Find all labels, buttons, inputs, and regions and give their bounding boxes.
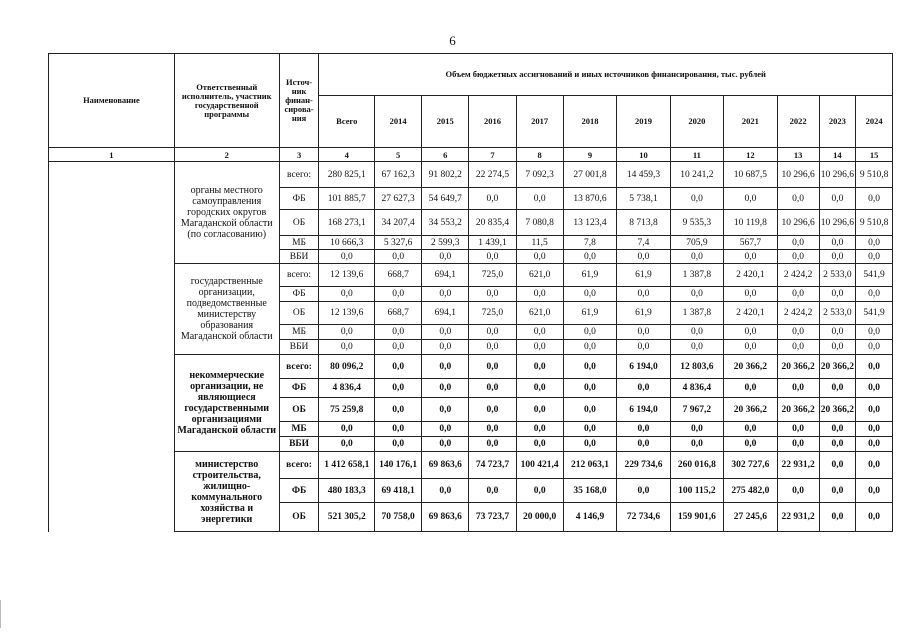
value-cell: 0,0 — [422, 422, 469, 437]
value-cell: 2 424,2 — [777, 264, 819, 287]
source-cell: МБ — [279, 325, 319, 340]
value-cell: 12 139,6 — [319, 264, 375, 287]
value-cell: 0,0 — [724, 437, 777, 452]
value-cell: 20 835,4 — [469, 210, 516, 236]
scan-edge-mark — [0, 600, 1, 628]
value-cell: 694,1 — [422, 264, 469, 287]
value-cell: 70 758,0 — [375, 503, 422, 532]
source-cell: МБ — [279, 422, 319, 437]
value-cell: 20 366,2 — [724, 398, 777, 422]
value-cell: 668,7 — [375, 264, 422, 287]
value-cell: 6 194,0 — [617, 355, 670, 379]
value-cell: 0,0 — [670, 287, 723, 302]
value-cell: 7,8 — [563, 236, 616, 250]
value-cell: 705,9 — [670, 236, 723, 250]
value-cell: 0,0 — [724, 250, 777, 264]
value-cell: 0,0 — [856, 188, 893, 210]
value-cell: 0,0 — [777, 325, 819, 340]
value-cell: 0,0 — [819, 250, 856, 264]
value-cell: 0,0 — [856, 503, 893, 532]
value-cell: 0,0 — [516, 340, 563, 355]
value-cell: 275 482,0 — [724, 479, 777, 503]
value-cell: 140 176,1 — [375, 452, 422, 479]
value-cell: 668,7 — [375, 302, 422, 325]
value-cell: 0,0 — [724, 422, 777, 437]
value-cell: 0,0 — [319, 422, 375, 437]
value-cell: 0,0 — [422, 479, 469, 503]
value-cell: 73 723,7 — [469, 503, 516, 532]
value-cell: 9 510,8 — [856, 210, 893, 236]
value-cell: 20 366,2 — [777, 355, 819, 379]
value-cell: 34 553,2 — [422, 210, 469, 236]
value-cell: 1 387,8 — [670, 264, 723, 287]
value-cell: 725,0 — [469, 302, 516, 325]
value-cell: 6 194,0 — [617, 398, 670, 422]
value-cell: 67 162,3 — [375, 162, 422, 188]
value-cell: 0,0 — [563, 250, 616, 264]
column-number: 9 — [563, 148, 616, 162]
value-cell: 1 439,1 — [469, 236, 516, 250]
value-cell: 0,0 — [777, 479, 819, 503]
value-cell: 0,0 — [563, 379, 616, 398]
value-cell: 0,0 — [724, 325, 777, 340]
value-cell: 0,0 — [670, 437, 723, 452]
header-year: 2019 — [617, 96, 670, 148]
header-year: 2023 — [819, 96, 856, 148]
value-cell: 0,0 — [819, 340, 856, 355]
value-cell: 168 273,1 — [319, 210, 375, 236]
value-cell: 0,0 — [375, 422, 422, 437]
value-cell: 0,0 — [319, 287, 375, 302]
page-number: 6 — [449, 33, 456, 48]
value-cell: 10 296,6 — [777, 162, 819, 188]
value-cell: 0,0 — [469, 379, 516, 398]
value-cell: 14 459,3 — [617, 162, 670, 188]
source-cell: ОБ — [279, 503, 319, 532]
value-cell: 0,0 — [375, 437, 422, 452]
value-cell: 2 533,0 — [819, 302, 856, 325]
value-cell: 0,0 — [469, 325, 516, 340]
value-cell: 0,0 — [469, 340, 516, 355]
value-cell: 159 901,6 — [670, 503, 723, 532]
value-cell: 20 366,2 — [777, 398, 819, 422]
value-cell: 0,0 — [777, 379, 819, 398]
value-cell: 0,0 — [375, 340, 422, 355]
value-cell: 0,0 — [856, 379, 893, 398]
value-cell: 0,0 — [469, 479, 516, 503]
value-cell: 0,0 — [856, 422, 893, 437]
value-cell: 0,0 — [777, 437, 819, 452]
value-cell: 0,0 — [469, 398, 516, 422]
source-cell: ОБ — [279, 210, 319, 236]
value-cell: 5 327,6 — [375, 236, 422, 250]
value-cell: 27 245,6 — [724, 503, 777, 532]
column-number: 13 — [777, 148, 819, 162]
value-cell: 22 931,2 — [777, 503, 819, 532]
value-cell: 80 096,2 — [319, 355, 375, 379]
value-cell: 0,0 — [617, 287, 670, 302]
value-cell: 0,0 — [670, 250, 723, 264]
source-cell: ФБ — [279, 479, 319, 503]
value-cell: 0,0 — [319, 325, 375, 340]
value-cell: 1 387,8 — [670, 302, 723, 325]
value-cell: 100 115,2 — [670, 479, 723, 503]
value-cell: 20 366,2 — [724, 355, 777, 379]
value-cell: 10 687,5 — [724, 162, 777, 188]
value-cell: 0,0 — [422, 355, 469, 379]
value-cell: 35 168,0 — [563, 479, 616, 503]
value-cell: 0,0 — [422, 287, 469, 302]
header-executor: Ответственный исполнитель, участник государственной программы — [174, 54, 279, 148]
source-cell: всего: — [279, 162, 319, 188]
value-cell: 0,0 — [819, 236, 856, 250]
value-cell: 0,0 — [670, 188, 723, 210]
value-cell: 0,0 — [777, 422, 819, 437]
header-year: 2021 — [724, 96, 777, 148]
value-cell: 0,0 — [856, 355, 893, 379]
value-cell: 0,0 — [563, 340, 616, 355]
value-cell: 10 119,8 — [724, 210, 777, 236]
value-cell: 0,0 — [617, 325, 670, 340]
value-cell: 27 001,8 — [563, 162, 616, 188]
value-cell: 0,0 — [516, 479, 563, 503]
column-number: 14 — [819, 148, 856, 162]
executor-cell: органы местного самоуправления городских округов Магаданской области (по согласованию) — [174, 162, 279, 264]
value-cell: 0,0 — [469, 287, 516, 302]
executor-cell: министерство строительства, жилищно-коммунального хозяйства и энергетики — [174, 452, 279, 532]
value-cell: 0,0 — [617, 422, 670, 437]
executor-cell: государственные организации, подведомственные министерству образования Магаданской области — [174, 264, 279, 355]
executor-cell: некоммерческие организации, не являющиеся государственными организациями Магаданской области — [174, 355, 279, 452]
value-cell: 567,7 — [724, 236, 777, 250]
value-cell: 100 421,4 — [516, 452, 563, 479]
value-cell: 0,0 — [856, 250, 893, 264]
value-cell: 75 259,8 — [319, 398, 375, 422]
value-cell: 20 366,2 — [819, 355, 856, 379]
value-cell: 0,0 — [856, 236, 893, 250]
value-cell: 2 424,2 — [777, 302, 819, 325]
column-number: 12 — [724, 148, 777, 162]
value-cell: 12 139,6 — [319, 302, 375, 325]
value-cell: 4 146,9 — [563, 503, 616, 532]
value-cell: 621,0 — [516, 264, 563, 287]
header-year: 2024 — [856, 96, 893, 148]
value-cell: 74 723,7 — [469, 452, 516, 479]
value-cell: 0,0 — [563, 398, 616, 422]
value-cell: 0,0 — [422, 325, 469, 340]
column-number: 11 — [670, 148, 723, 162]
table-row — [49, 452, 893, 479]
value-cell: 0,0 — [617, 437, 670, 452]
value-cell: 0,0 — [375, 355, 422, 379]
source-cell: ВБИ — [279, 250, 319, 264]
value-cell: 0,0 — [819, 452, 856, 479]
column-number: 5 — [375, 148, 422, 162]
header-year: 2015 — [422, 96, 469, 148]
value-cell: 10 296,6 — [819, 210, 856, 236]
value-cell: 2 533,0 — [819, 264, 856, 287]
value-cell: 61,9 — [563, 302, 616, 325]
value-cell: 0,0 — [856, 340, 893, 355]
header-total: Всего — [319, 96, 375, 148]
value-cell: 72 734,6 — [617, 503, 670, 532]
value-cell: 0,0 — [516, 379, 563, 398]
value-cell: 694,1 — [422, 302, 469, 325]
value-cell: 0,0 — [319, 340, 375, 355]
value-cell: 0,0 — [777, 340, 819, 355]
value-cell: 0,0 — [375, 398, 422, 422]
value-cell: 0,0 — [469, 355, 516, 379]
header-name: Наименование — [49, 54, 175, 148]
value-cell: 12 803,6 — [670, 355, 723, 379]
value-cell: 8 713,8 — [617, 210, 670, 236]
value-cell: 0,0 — [516, 250, 563, 264]
value-cell: 541,9 — [856, 302, 893, 325]
value-cell: 0,0 — [777, 188, 819, 210]
value-cell: 0,0 — [422, 437, 469, 452]
column-number: 3 — [279, 148, 319, 162]
value-cell: 0,0 — [422, 250, 469, 264]
source-cell: ФБ — [279, 287, 319, 302]
column-number: 10 — [617, 148, 670, 162]
value-cell: 0,0 — [563, 437, 616, 452]
value-cell: 229 734,6 — [617, 452, 670, 479]
value-cell: 9 535,3 — [670, 210, 723, 236]
value-cell: 0,0 — [819, 188, 856, 210]
header-year: 2016 — [469, 96, 516, 148]
value-cell: 280 825,1 — [319, 162, 375, 188]
value-cell: 0,0 — [516, 437, 563, 452]
value-cell: 0,0 — [469, 422, 516, 437]
value-cell: 0,0 — [856, 398, 893, 422]
value-cell: 0,0 — [319, 437, 375, 452]
source-cell: всего: — [279, 264, 319, 287]
value-cell: 54 649,7 — [422, 188, 469, 210]
header-year: 2017 — [516, 96, 563, 148]
value-cell: 480 183,3 — [319, 479, 375, 503]
source-cell: ВБИ — [279, 437, 319, 452]
value-cell: 0,0 — [422, 398, 469, 422]
value-cell: 0,0 — [319, 250, 375, 264]
column-number: 7 — [469, 148, 516, 162]
value-cell: 0,0 — [563, 355, 616, 379]
value-cell: 0,0 — [422, 340, 469, 355]
value-cell: 0,0 — [516, 355, 563, 379]
value-cell: 0,0 — [375, 379, 422, 398]
value-cell: 7 967,2 — [670, 398, 723, 422]
value-cell: 0,0 — [563, 325, 616, 340]
value-cell: 2 599,3 — [422, 236, 469, 250]
source-cell: всего: — [279, 452, 319, 479]
value-cell: 5 738,1 — [617, 188, 670, 210]
value-cell: 0,0 — [670, 340, 723, 355]
value-cell: 0,0 — [375, 250, 422, 264]
value-cell: 13 870,6 — [563, 188, 616, 210]
value-cell: 27 627,3 — [375, 188, 422, 210]
value-cell: 0,0 — [856, 287, 893, 302]
value-cell: 0,0 — [724, 287, 777, 302]
value-cell: 0,0 — [469, 437, 516, 452]
value-cell: 0,0 — [617, 479, 670, 503]
value-cell: 7 080,8 — [516, 210, 563, 236]
value-cell: 4 836,4 — [670, 379, 723, 398]
value-cell: 10 666,3 — [319, 236, 375, 250]
value-cell: 541,9 — [856, 264, 893, 287]
value-cell: 0,0 — [617, 250, 670, 264]
value-cell: 212 063,1 — [563, 452, 616, 479]
value-cell: 0,0 — [819, 437, 856, 452]
value-cell: 0,0 — [724, 340, 777, 355]
value-cell: 69 863,6 — [422, 503, 469, 532]
value-cell: 13 123,4 — [563, 210, 616, 236]
value-cell: 0,0 — [819, 503, 856, 532]
value-cell: 0,0 — [819, 325, 856, 340]
value-cell: 621,0 — [516, 302, 563, 325]
table-row — [49, 264, 893, 287]
value-cell: 0,0 — [563, 287, 616, 302]
table-row — [49, 355, 893, 379]
value-cell: 0,0 — [777, 287, 819, 302]
value-cell: 1 412 658,1 — [319, 452, 375, 479]
value-cell: 7 092,3 — [516, 162, 563, 188]
value-cell: 0,0 — [516, 422, 563, 437]
value-cell: 20 000,0 — [516, 503, 563, 532]
value-cell: 0,0 — [516, 398, 563, 422]
value-cell: 0,0 — [617, 340, 670, 355]
value-cell: 725,0 — [469, 264, 516, 287]
column-number: 15 — [856, 148, 893, 162]
column-number: 2 — [174, 148, 279, 162]
value-cell: 0,0 — [724, 188, 777, 210]
value-cell: 20 366,2 — [819, 398, 856, 422]
value-cell: 22 931,2 — [777, 452, 819, 479]
column-number: 6 — [422, 148, 469, 162]
value-cell: 0,0 — [670, 325, 723, 340]
source-cell: ФБ — [279, 188, 319, 210]
value-cell: 0,0 — [777, 236, 819, 250]
value-cell: 9 510,8 — [856, 162, 893, 188]
value-cell: 10 296,6 — [819, 162, 856, 188]
value-cell: 0,0 — [617, 379, 670, 398]
value-cell: 69 418,1 — [375, 479, 422, 503]
header-year: 2014 — [375, 96, 422, 148]
value-cell: 0,0 — [856, 479, 893, 503]
value-cell: 521 305,2 — [319, 503, 375, 532]
value-cell: 0,0 — [819, 422, 856, 437]
name-cell — [49, 162, 175, 532]
value-cell: 61,9 — [617, 302, 670, 325]
source-cell: ОБ — [279, 302, 319, 325]
value-cell: 22 274,5 — [469, 162, 516, 188]
value-cell: 7,4 — [617, 236, 670, 250]
value-cell: 0,0 — [724, 379, 777, 398]
table-row — [49, 162, 893, 188]
value-cell: 0,0 — [856, 452, 893, 479]
value-cell: 0,0 — [856, 325, 893, 340]
value-cell: 0,0 — [375, 325, 422, 340]
value-cell: 10 241,2 — [670, 162, 723, 188]
value-cell: 69 863,6 — [422, 452, 469, 479]
value-cell: 0,0 — [422, 379, 469, 398]
column-number: 4 — [319, 148, 375, 162]
column-number: 1 — [49, 148, 175, 162]
value-cell: 0,0 — [777, 250, 819, 264]
value-cell: 0,0 — [563, 422, 616, 437]
value-cell: 0,0 — [469, 250, 516, 264]
value-cell: 302 727,6 — [724, 452, 777, 479]
value-cell: 61,9 — [617, 264, 670, 287]
value-cell: 0,0 — [516, 287, 563, 302]
value-cell: 0,0 — [375, 287, 422, 302]
column-number: 8 — [516, 148, 563, 162]
budget-table — [48, 53, 893, 532]
value-cell: 34 207,4 — [375, 210, 422, 236]
value-cell: 0,0 — [670, 422, 723, 437]
value-cell: 0,0 — [819, 287, 856, 302]
value-cell: 0,0 — [516, 325, 563, 340]
value-cell: 91 802,2 — [422, 162, 469, 188]
value-cell: 2 420,1 — [724, 302, 777, 325]
value-cell: 61,9 — [563, 264, 616, 287]
source-cell: ВБИ — [279, 340, 319, 355]
value-cell: 0,0 — [469, 188, 516, 210]
header-source: Источ-ник финан-сирова-ния — [279, 54, 319, 148]
value-cell: 0,0 — [856, 437, 893, 452]
header-funding: Объем бюджетных ассигнований и иных источников финансирования, тыс. рублей — [319, 54, 893, 96]
value-cell: 4 836,4 — [319, 379, 375, 398]
value-cell: 11,5 — [516, 236, 563, 250]
header-year: 2018 — [563, 96, 616, 148]
source-cell: МБ — [279, 236, 319, 250]
source-cell: ОБ — [279, 398, 319, 422]
value-cell: 0,0 — [516, 188, 563, 210]
value-cell: 260 016,8 — [670, 452, 723, 479]
value-cell: 0,0 — [819, 479, 856, 503]
value-cell: 10 296,6 — [777, 210, 819, 236]
header-year: 2020 — [670, 96, 723, 148]
header-year: 2022 — [777, 96, 819, 148]
value-cell: 0,0 — [819, 379, 856, 398]
value-cell: 2 420,1 — [724, 264, 777, 287]
source-cell: всего: — [279, 355, 319, 379]
source-cell: ФБ — [279, 379, 319, 398]
value-cell: 101 885,7 — [319, 188, 375, 210]
